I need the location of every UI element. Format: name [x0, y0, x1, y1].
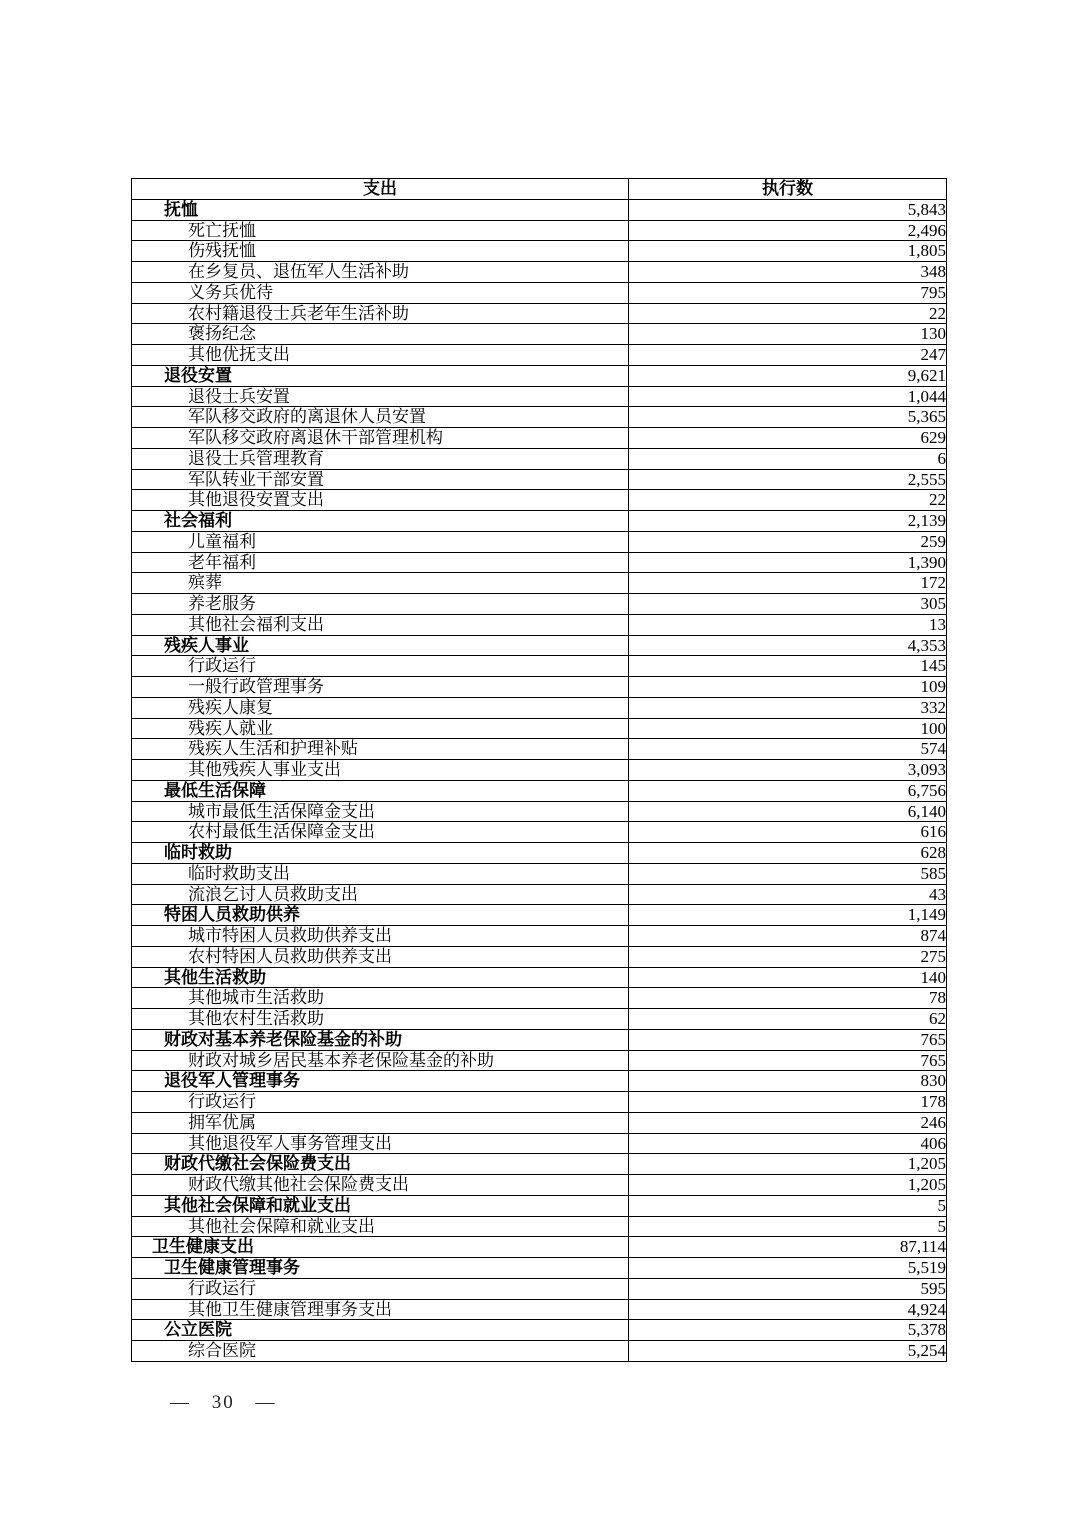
row-value: 3,093 — [629, 760, 947, 781]
row-label: 行政运行 — [132, 1278, 629, 1299]
row-value: 9,621 — [629, 365, 947, 386]
row-value: 62 — [629, 1009, 947, 1030]
row-value: 1,805 — [629, 241, 947, 262]
table-row — [132, 448, 947, 469]
table-row — [132, 1341, 947, 1362]
row-label: 退役军人管理事务 — [132, 1071, 629, 1092]
column-header-executed-amount: 执行数 — [629, 179, 947, 200]
row-label: 义务兵优待 — [132, 282, 629, 303]
row-value: 6,756 — [629, 780, 947, 801]
table-row — [132, 241, 947, 262]
row-label: 军队转业干部安置 — [132, 469, 629, 490]
table-row — [132, 1050, 947, 1071]
row-label: 其他优抚支出 — [132, 345, 629, 366]
row-value: 574 — [629, 739, 947, 760]
row-label: 城市特困人员救助供养支出 — [132, 926, 629, 947]
row-label: 其他城市生活救助 — [132, 988, 629, 1009]
table-row — [132, 863, 947, 884]
row-label: 一般行政管理事务 — [132, 677, 629, 698]
table-row — [132, 946, 947, 967]
row-label: 农村特困人员救助供养支出 — [132, 946, 629, 967]
row-value: 795 — [629, 282, 947, 303]
table-row — [132, 407, 947, 428]
row-label: 儿童福利 — [132, 531, 629, 552]
row-label: 殡葬 — [132, 573, 629, 594]
table-row — [132, 1175, 947, 1196]
table-row — [132, 1278, 947, 1299]
row-label: 财政对城乡居民基本养老保险基金的补助 — [132, 1050, 629, 1071]
row-label: 流浪乞讨人员救助支出 — [132, 884, 629, 905]
table-row — [132, 303, 947, 324]
row-value: 1,205 — [629, 1175, 947, 1196]
table-row — [132, 428, 947, 449]
row-label: 城市最低生活保障金支出 — [132, 801, 629, 822]
row-value: 22 — [629, 490, 947, 511]
table-body — [132, 199, 947, 1361]
row-value: 5 — [629, 1216, 947, 1237]
table-row — [132, 1154, 947, 1175]
row-label: 最低生活保障 — [132, 780, 629, 801]
row-label: 社会福利 — [132, 511, 629, 532]
table-row — [132, 1092, 947, 1113]
table-row — [132, 386, 947, 407]
row-value: 275 — [629, 946, 947, 967]
row-value: 305 — [629, 594, 947, 615]
row-value: 6 — [629, 448, 947, 469]
row-value: 6,140 — [629, 801, 947, 822]
row-value: 5,843 — [629, 199, 947, 220]
row-label: 其他社会福利支出 — [132, 614, 629, 635]
row-value: 259 — [629, 531, 947, 552]
row-label: 特困人员救助供养 — [132, 905, 629, 926]
row-label: 残疾人生活和护理补贴 — [132, 739, 629, 760]
row-value: 109 — [629, 677, 947, 698]
row-value: 4,924 — [629, 1299, 947, 1320]
table-row — [132, 718, 947, 739]
row-label: 其他残疾人事业支出 — [132, 760, 629, 781]
row-value: 5,519 — [629, 1258, 947, 1279]
row-label: 卫生健康支出 — [132, 1237, 629, 1258]
row-label: 军队移交政府离退休干部管理机构 — [132, 428, 629, 449]
row-value: 765 — [629, 1029, 947, 1050]
row-value: 1,149 — [629, 905, 947, 926]
row-value: 1,390 — [629, 552, 947, 573]
table-row — [132, 677, 947, 698]
row-label: 其他卫生健康管理事务支出 — [132, 1299, 629, 1320]
row-label: 伤残抚恤 — [132, 241, 629, 262]
row-value: 348 — [629, 262, 947, 283]
row-label: 公立医院 — [132, 1320, 629, 1341]
table-row — [132, 739, 947, 760]
table-row — [132, 552, 947, 573]
row-value: 5,378 — [629, 1320, 947, 1341]
row-value: 595 — [629, 1278, 947, 1299]
table-row — [132, 843, 947, 864]
table-row — [132, 282, 947, 303]
row-value: 765 — [629, 1050, 947, 1071]
row-value: 2,139 — [629, 511, 947, 532]
table-row — [132, 1133, 947, 1154]
table-row — [132, 822, 947, 843]
row-label: 养老服务 — [132, 594, 629, 615]
row-label: 残疾人康复 — [132, 697, 629, 718]
row-label: 行政运行 — [132, 656, 629, 677]
row-value: 87,114 — [629, 1237, 947, 1258]
table-row — [132, 1071, 947, 1092]
row-value: 172 — [629, 573, 947, 594]
row-label: 残疾人事业 — [132, 635, 629, 656]
row-value: 830 — [629, 1071, 947, 1092]
table-row — [132, 656, 947, 677]
row-value: 130 — [629, 324, 947, 345]
table-row — [132, 594, 947, 615]
row-value: 2,555 — [629, 469, 947, 490]
row-value: 140 — [629, 967, 947, 988]
row-label: 其他生活救助 — [132, 967, 629, 988]
row-label: 临时救助支出 — [132, 863, 629, 884]
table-row — [132, 614, 947, 635]
row-label: 退役士兵管理教育 — [132, 448, 629, 469]
table-row — [132, 220, 947, 241]
row-value: 628 — [629, 843, 947, 864]
row-value: 13 — [629, 614, 947, 635]
table-row — [132, 780, 947, 801]
row-value: 2,496 — [629, 220, 947, 241]
table-row — [132, 469, 947, 490]
table-row — [132, 490, 947, 511]
row-value: 178 — [629, 1092, 947, 1113]
table-row — [132, 697, 947, 718]
row-label: 老年福利 — [132, 552, 629, 573]
row-value: 4,353 — [629, 635, 947, 656]
row-label: 退役士兵安置 — [132, 386, 629, 407]
table-row — [132, 1029, 947, 1050]
row-value: 5,365 — [629, 407, 947, 428]
row-value: 616 — [629, 822, 947, 843]
row-label: 退役安置 — [132, 365, 629, 386]
row-value: 78 — [629, 988, 947, 1009]
expenditure-table — [131, 178, 947, 1362]
row-label: 拥军优属 — [132, 1112, 629, 1133]
table-row — [132, 1195, 947, 1216]
row-label: 农村最低生活保障金支出 — [132, 822, 629, 843]
table-row — [132, 884, 947, 905]
row-value: 585 — [629, 863, 947, 884]
table-row — [132, 345, 947, 366]
table-row — [132, 1320, 947, 1341]
row-value: 246 — [629, 1112, 947, 1133]
row-value: 1,205 — [629, 1154, 947, 1175]
table-row — [132, 531, 947, 552]
row-label: 其他退役安置支出 — [132, 490, 629, 511]
table-row — [132, 926, 947, 947]
row-label: 卫生健康管理事务 — [132, 1258, 629, 1279]
row-label: 其他社会保障和就业支出 — [132, 1195, 629, 1216]
row-value: 100 — [629, 718, 947, 739]
table-row — [132, 1216, 947, 1237]
row-value: 332 — [629, 697, 947, 718]
row-label: 死亡抚恤 — [132, 220, 629, 241]
table-row — [132, 262, 947, 283]
row-label: 农村籍退役士兵老年生活补助 — [132, 303, 629, 324]
row-label: 临时救助 — [132, 843, 629, 864]
row-value: 406 — [629, 1133, 947, 1154]
row-label: 其他退役军人事务管理支出 — [132, 1133, 629, 1154]
row-label: 其他社会保障和就业支出 — [132, 1216, 629, 1237]
table-row — [132, 1299, 947, 1320]
row-value: 43 — [629, 884, 947, 905]
row-label: 财政对基本养老保险基金的补助 — [132, 1029, 629, 1050]
row-value: 247 — [629, 345, 947, 366]
row-label: 财政代缴其他社会保险费支出 — [132, 1175, 629, 1196]
table-row — [132, 511, 947, 532]
row-value: 22 — [629, 303, 947, 324]
table-row — [132, 801, 947, 822]
row-value: 145 — [629, 656, 947, 677]
row-label: 在乡复员、退伍军人生活补助 — [132, 262, 629, 283]
row-value: 1,044 — [629, 386, 947, 407]
row-label: 行政运行 — [132, 1092, 629, 1113]
row-label: 综合医院 — [132, 1341, 629, 1362]
table-row — [132, 365, 947, 386]
table-row — [132, 905, 947, 926]
row-value: 5,254 — [629, 1341, 947, 1362]
table-row — [132, 324, 947, 345]
table-row — [132, 988, 947, 1009]
row-label: 抚恤 — [132, 199, 629, 220]
row-value: 5 — [629, 1195, 947, 1216]
row-label: 残疾人就业 — [132, 718, 629, 739]
table-row — [132, 573, 947, 594]
table-row — [132, 760, 947, 781]
row-label: 褒扬纪念 — [132, 324, 629, 345]
row-label: 军队移交政府的离退休人员安置 — [132, 407, 629, 428]
table-row — [132, 635, 947, 656]
row-label: 财政代缴社会保险费支出 — [132, 1154, 629, 1175]
table-row — [132, 1237, 947, 1258]
page-number: — 30 — — [170, 1392, 277, 1413]
row-value: 874 — [629, 926, 947, 947]
table-row — [132, 1112, 947, 1133]
table-row — [132, 1009, 947, 1030]
column-header-expenditure: 支出 — [132, 179, 629, 200]
table-row — [132, 1258, 947, 1279]
row-value: 629 — [629, 428, 947, 449]
table-header-row — [132, 179, 947, 200]
row-label: 其他农村生活救助 — [132, 1009, 629, 1030]
table-row — [132, 967, 947, 988]
table-row — [132, 199, 947, 220]
